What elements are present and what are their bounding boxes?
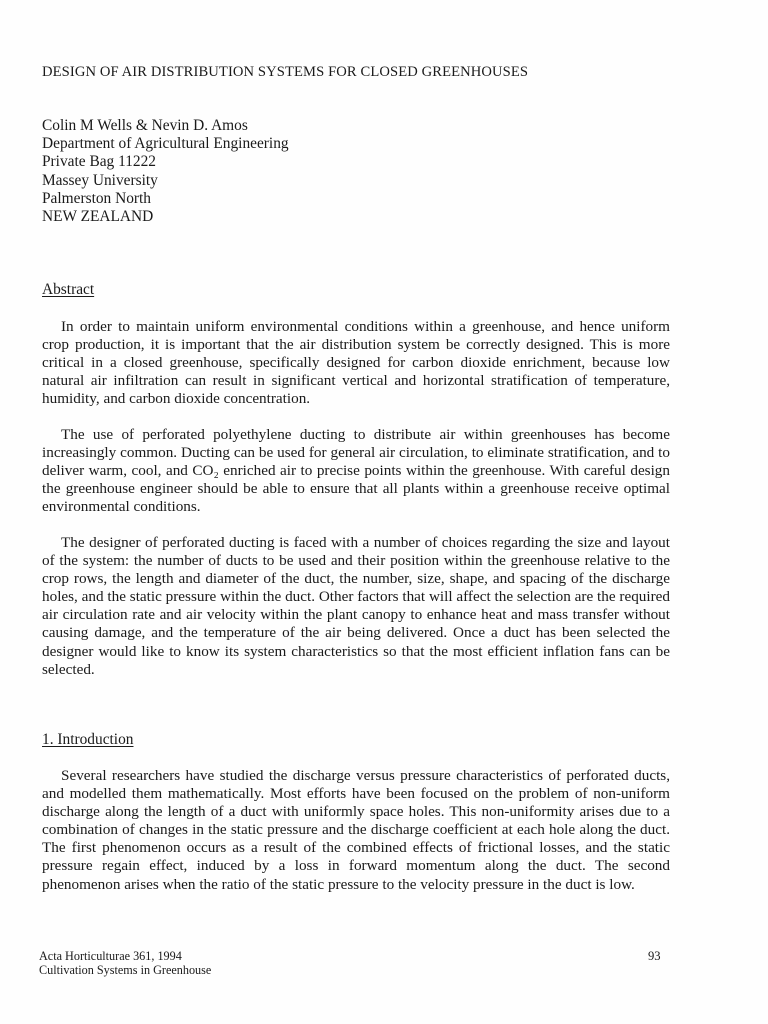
journal-series: Cultivation Systems in Greenhouse <box>39 963 212 978</box>
abstract-heading: Abstract <box>42 281 95 298</box>
author-names: Colin M Wells & Nevin D. Amos <box>42 117 248 134</box>
journal-citation: Acta Horticulturae 361, 1994 <box>39 949 182 963</box>
abstract-paragraph: In order to maintain uniform environmental conditions within a greenhouse, and hence uniform crop production, it is important that the air distribution system be correctly designed. This is more critical in a closed greenhouse, specifically designed for carbon dioxide enrichment, because low natural air infiltration can result in significant vertical and horizontal stratification of temperature, humidity, and carbon dioxide concentration. <box>42 318 670 408</box>
introduction-paragraph: Several researchers have studied the discharge versus pressure characteristics of perforated ducts, and modelled them mathematically. Most efforts have been focused on the problem of non-uniform discharge along the length of a duct with uniformly space holes. This non-uniformity arises due to a combination of changes in the static pressure and the discharge coefficient at each hole along the duct. The first phenomenon occurs as a result of the combined effects of frictional losses, and the static pressure regain effect, induced by a loss in forward momentum along the duct. The second phenomenon arises when the ratio of the static pressure to the velocity pressure in the duct is low. <box>42 767 670 893</box>
author-block <box>42 117 289 226</box>
author-university: Massey University <box>42 171 158 189</box>
abstract-paragraph: The designer of perforated ducting is faced with a number of choices regarding the size and layout of the system: the number of ducts to be used and their position within the greenhouse relative to the crop rows, the length and diameter of the duct, the number, size, shape, and spacing of the discharge holes, and the static pressure within the duct. Other factors that will affect the selection are the required air circulation rate and air velocity within the plant canopy to enhance heat and mass transfer without causing damage, and the temperature of the air being delivered. Once a duct has been selected the designer would like to know its system characteristics so that the most efficient inflation fans can be selected. <box>42 534 670 678</box>
author-city: Palmerston North <box>42 189 152 207</box>
page-number: 93 <box>648 949 661 963</box>
paper-title: DESIGN OF AIR DISTRIBUTION SYSTEMS FOR CLOSED GREENHOUSES <box>42 64 529 80</box>
introduction-heading: 1. Introduction <box>42 731 134 748</box>
journal-footer <box>39 949 211 978</box>
author-department: Department of Agricultural Engineering <box>42 135 289 153</box>
author-country: NEW ZEALAND <box>42 208 154 226</box>
author-address: Private Bag 11222 <box>42 153 156 171</box>
abstract-paragraph: The use of perforated polyethylene ducting to distribute air within greenhouses has become increasingly common. Ducting can be used for general air circulation, to eliminate stratification, and to deliver warm, cool, and CO₂ enriched air to precise points within the greenhouse. With careful design the greenhouse engineer should be able to ensure that all plants within a greenhouse receive optimal environmental conditions. <box>42 426 670 516</box>
